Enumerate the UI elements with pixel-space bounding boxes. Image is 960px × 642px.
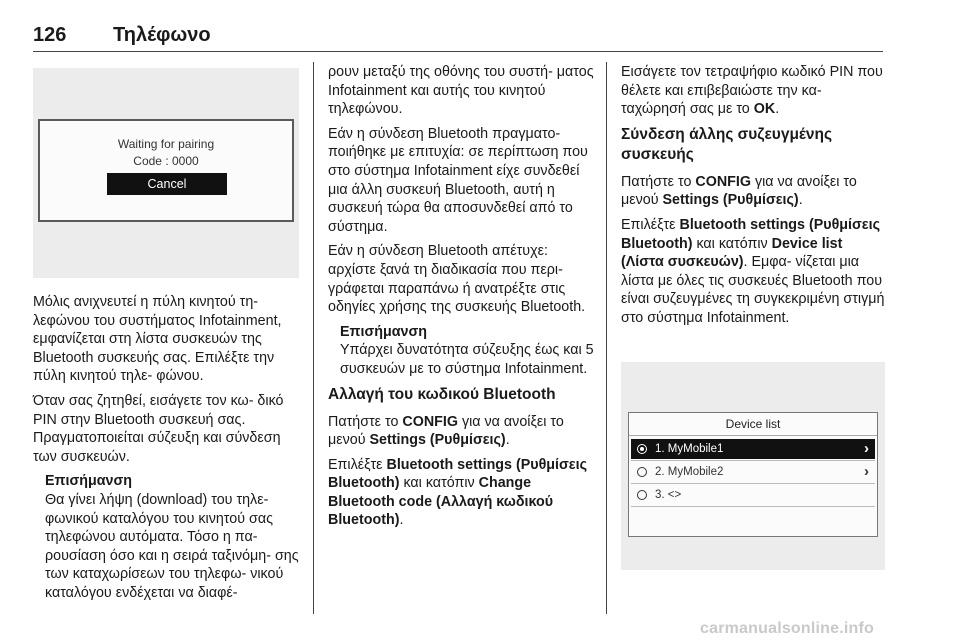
page-header bbox=[33, 24, 883, 52]
divider bbox=[631, 483, 875, 484]
column-divider-1 bbox=[313, 62, 314, 614]
page-title: Τηλέφωνο bbox=[113, 24, 211, 46]
divider bbox=[631, 506, 875, 507]
device-list-panel bbox=[628, 412, 878, 537]
paragraph bbox=[328, 456, 598, 530]
menu-ref: Bluetooth settings (Ρυθμίσεις Bluetooth) bbox=[328, 456, 587, 492]
section-heading: Αλλαγή του κωδικού Bluetooth bbox=[328, 385, 556, 403]
paragraph bbox=[328, 413, 598, 450]
menu-ref: Settings (Ρυθμίσεις) bbox=[369, 432, 506, 449]
text-column-2 bbox=[328, 63, 598, 536]
text-run: Πατήστε το bbox=[621, 173, 696, 190]
text-run: για να ανοίξει το μενού bbox=[621, 173, 857, 209]
text-run: Επιλέξτε bbox=[621, 216, 680, 233]
note bbox=[328, 323, 598, 379]
note bbox=[33, 472, 303, 602]
header-divider bbox=[33, 51, 883, 52]
radio-selected-icon bbox=[637, 444, 647, 454]
device-label: 3. <> bbox=[655, 489, 682, 501]
text-run: και κατόπιν bbox=[692, 235, 772, 252]
text-column-3 bbox=[621, 63, 886, 334]
radio-unselected-icon bbox=[637, 467, 647, 477]
menu-ref: Device list (Λίστα συσκευών) bbox=[621, 235, 843, 271]
page-number: 126 bbox=[33, 24, 67, 46]
config-button-ref: CONFIG bbox=[695, 173, 751, 190]
text-run: για να ανοίξει το μενού bbox=[328, 413, 564, 449]
ok-button-ref: OK bbox=[753, 101, 776, 118]
pairing-status-text: Waiting for pairing bbox=[117, 137, 215, 151]
text-run: Πατήστε το bbox=[328, 413, 403, 430]
text-run: Εισάγετε τον τετραψήφιο κωδικό PIN που θέλετε και επιβεβαιώστε την κα- ταχώρησή σας με το bbox=[621, 64, 883, 118]
chevron-right-icon: › bbox=[864, 440, 869, 457]
section-heading: Σύνδεση άλλης συζευγμένης συσκευής bbox=[621, 125, 833, 163]
paragraph: Μόλις ανιχνευτεί η πύλη κινητού τη- λεφώνου του συστήματος Infotainment, εμφανίζεται στη λίστα συσκευών της Bluetooth συσκευής σας. Επιλέξτε την πύλη κινητού τηλε- φώνου. bbox=[33, 294, 282, 385]
menu-ref: Settings (Ρυθμίσεις) bbox=[662, 192, 799, 209]
text-run: . bbox=[505, 432, 510, 449]
paragraph: Εάν η σύνδεση Bluetooth απέτυχε: αρχίστε ξανά τη διαδικασία που περι- γράφεται παραπάνω ή ανατρέξτε στις οδηγίες χρήσης της συσκευής Bluetooth. bbox=[328, 243, 586, 316]
cancel-button: Cancel bbox=[107, 173, 227, 195]
note-title: Επισήμανση bbox=[45, 473, 132, 490]
paragraph bbox=[621, 63, 886, 119]
column-divider-2 bbox=[606, 62, 607, 614]
text-run: . bbox=[399, 512, 404, 529]
text-run: . Εμφα- νίζεται μια λίστα με όλες τις συσκευές Bluetooth που είναι συζευγμένες τη συγκεκριμένη στιγμή στο σύστημα Infotainment. bbox=[621, 254, 885, 326]
paragraph: ρουν μεταξύ της οθόνης του συστή- ματος Infotainment και αυτής του κινητού τηλεφώνου. bbox=[328, 64, 594, 118]
note-text: Υπάρχει δυνατότητα σύζευξης έως και 5 συσκευών με το σύστημα Infotainment. bbox=[340, 342, 594, 377]
device-list-title: Device list bbox=[629, 413, 877, 436]
device-list-item bbox=[631, 485, 875, 505]
device-list-image bbox=[621, 362, 885, 570]
chevron-right-icon: › bbox=[864, 463, 869, 480]
paragraph: Εάν η σύνδεση Bluetooth πραγματο- ποιήθηκε με επιτυχία: σε περίπτωση που στο σύστημα Infotainment είχε συνδεθεί μια άλλη συσκευή Bluetooth, αυτή η συσκευή τώρα θα αποσυνδεθεί από το σύστημα. bbox=[328, 125, 588, 235]
menu-ref: Change Bluetooth code (Αλλαγή κωδικού Bluetooth) bbox=[328, 475, 554, 529]
text-run: Επιλέξτε bbox=[328, 456, 387, 473]
text-run: . bbox=[798, 192, 803, 209]
text-run: και κατόπιν bbox=[399, 475, 479, 492]
paragraph bbox=[621, 173, 886, 210]
watermark: carmanualsonline.info bbox=[700, 620, 875, 637]
pairing-screen-image bbox=[33, 68, 299, 278]
paragraph: Όταν σας ζητηθεί, εισάγετε τον κω- δικό PIN στην Bluetooth συσκευή σας. Πραγματοποιείται σύζευξη και σύνδεση των συσκευών. bbox=[33, 392, 284, 465]
note-title: Επισήμανση bbox=[340, 323, 427, 340]
divider bbox=[631, 460, 875, 461]
radio-unselected-icon bbox=[637, 490, 647, 500]
menu-ref: Bluetooth settings (Ρυθμίσεις Bluetooth) bbox=[621, 216, 880, 252]
paragraph bbox=[621, 216, 886, 328]
pairing-dialog bbox=[38, 119, 294, 222]
config-button-ref: CONFIG bbox=[402, 413, 458, 430]
note-text: Θα γίνει λήψη (download) του τηλε- φωνικού καταλόγου του κινητού σας τηλεφώνου αυτόματα. Τόσο η πα- ρουσίαση όσο και η σειρά ταξινόμη- σης των καταχωρίσεων του τηλεφω- νικού καταλόγου ενδέχεται να διαφέ- bbox=[45, 491, 299, 601]
pairing-code-text: Code : 0000 bbox=[133, 154, 199, 168]
device-list-item bbox=[631, 462, 875, 482]
device-list-item bbox=[631, 439, 875, 459]
device-label: 1. MyMobile1 bbox=[655, 443, 724, 455]
text-column-1 bbox=[33, 293, 303, 609]
device-label: 2. MyMobile2 bbox=[655, 466, 724, 478]
text-run: . bbox=[775, 101, 780, 118]
